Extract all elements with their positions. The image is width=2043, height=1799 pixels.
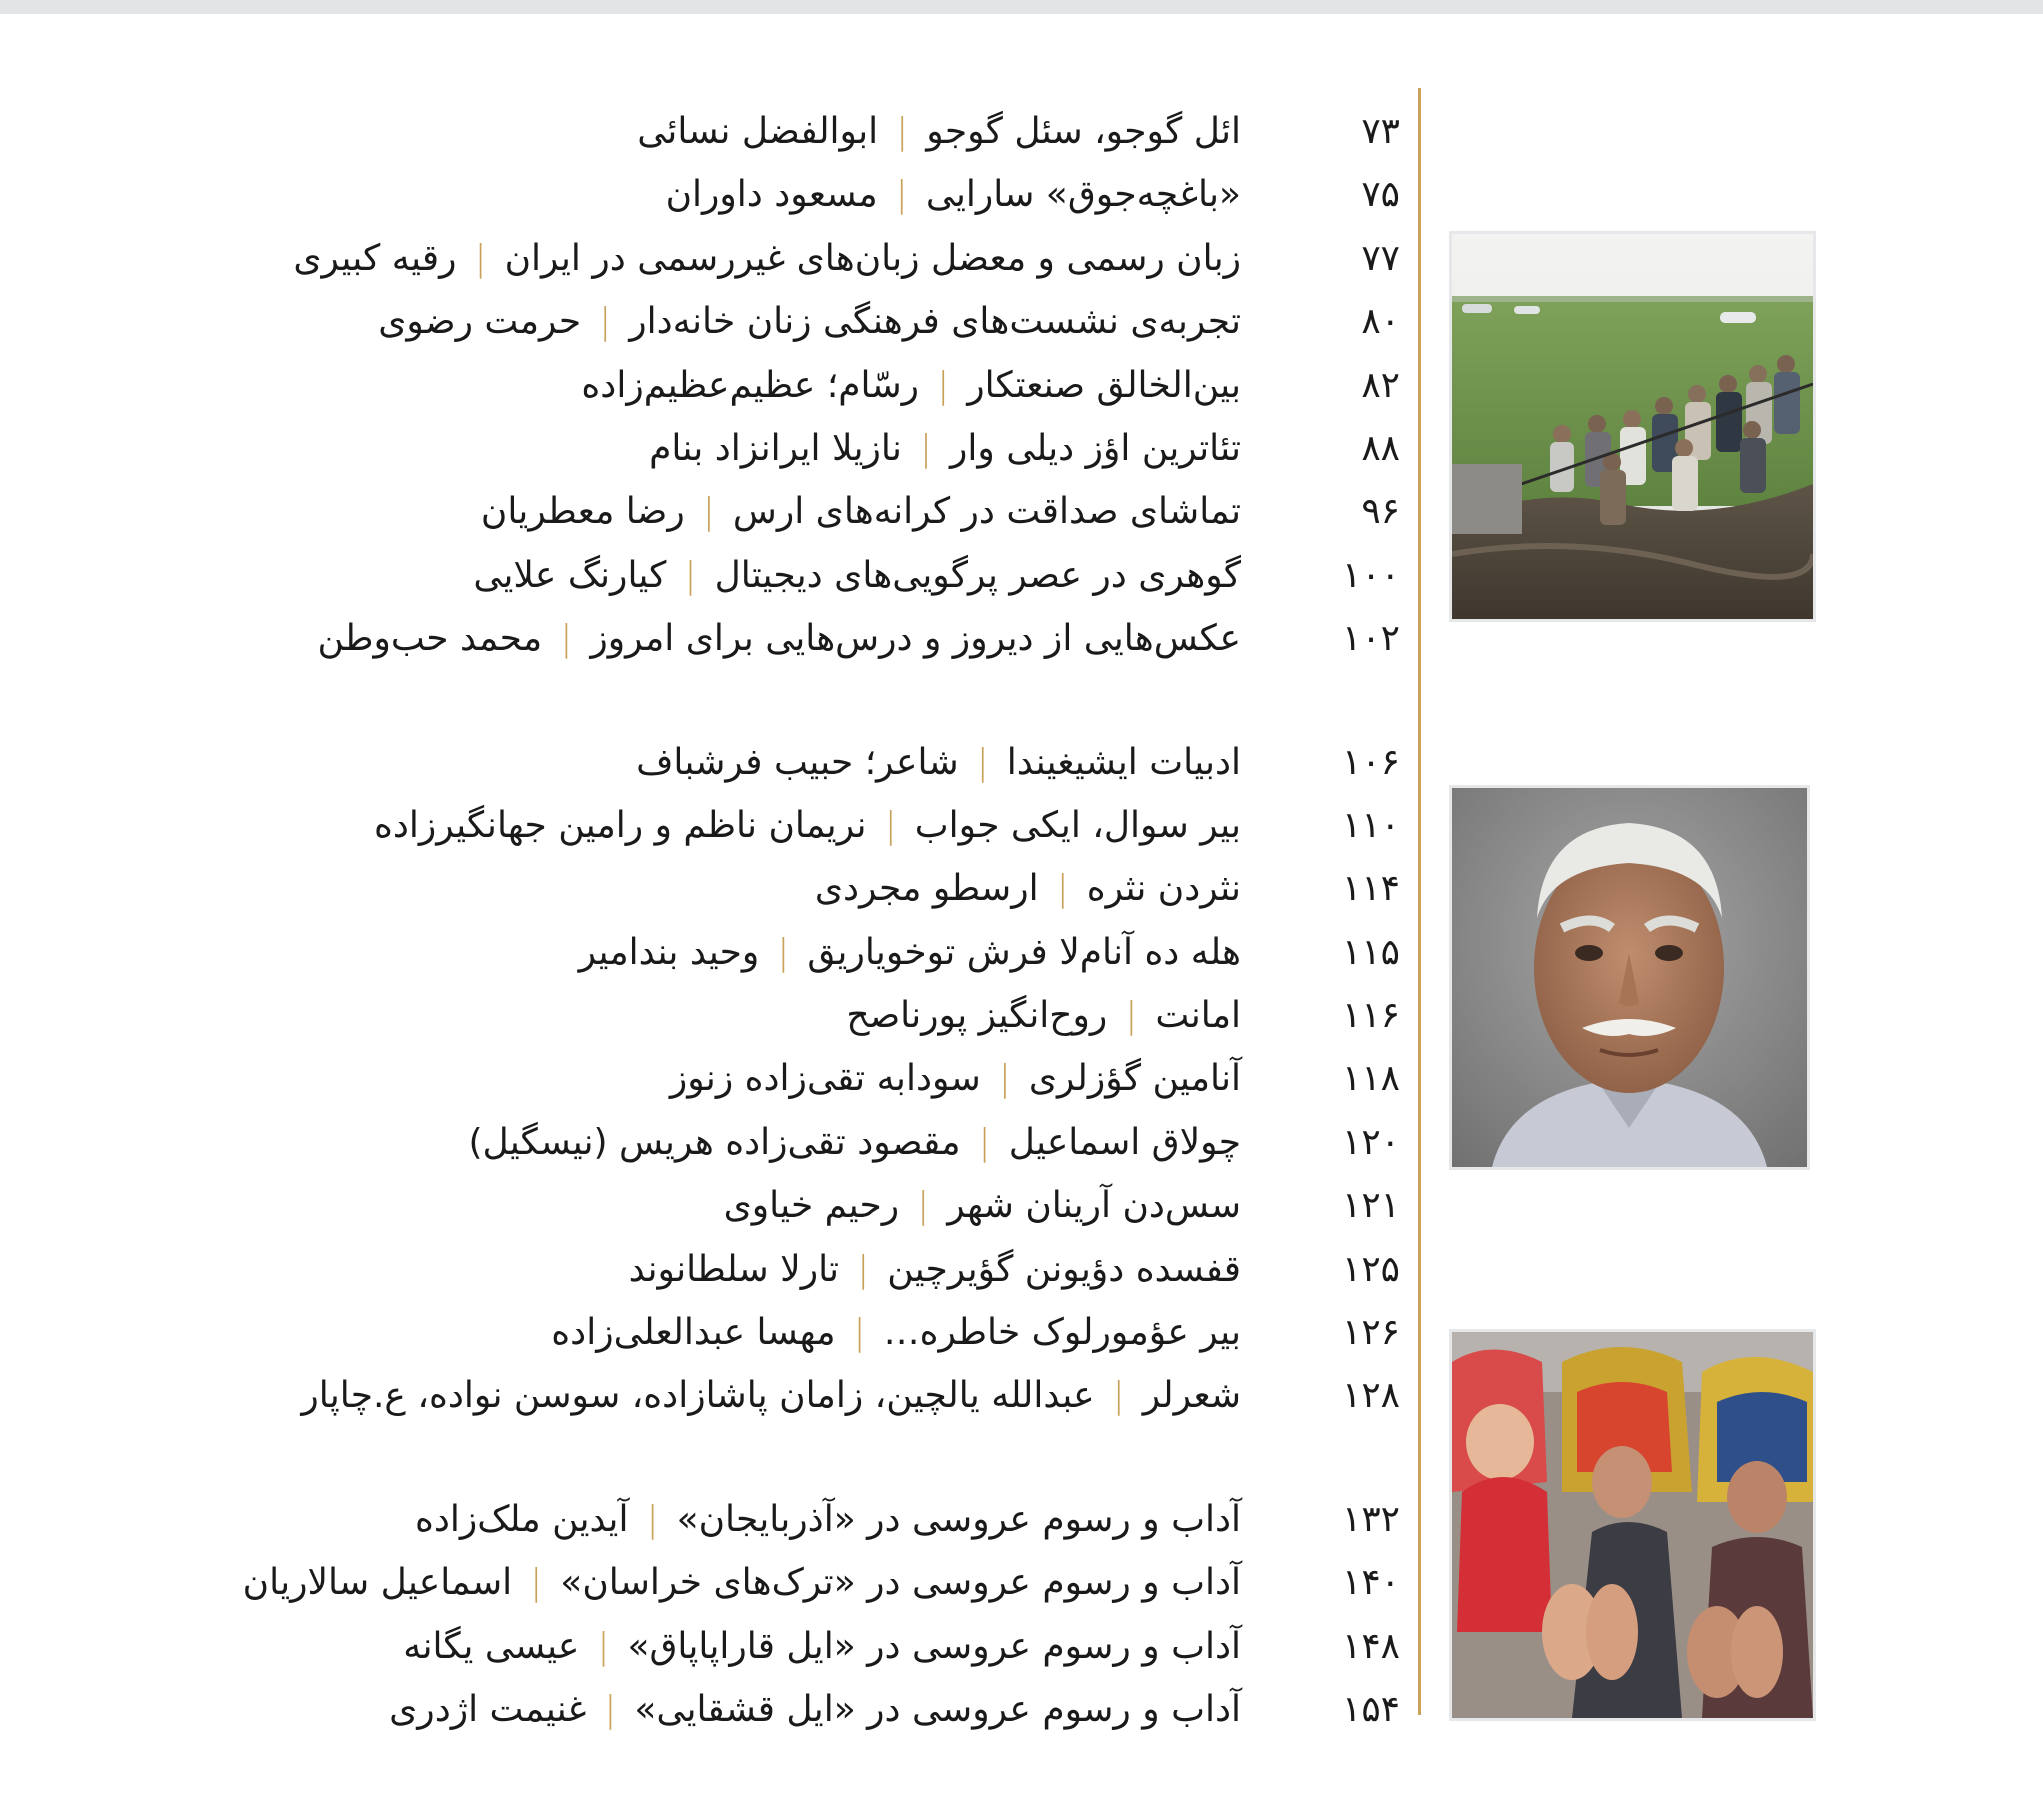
entry-title: عکس‌هایی از دیروز و درس‌هایی برای امروز bbox=[590, 618, 1241, 660]
entry-line bbox=[581, 364, 1241, 408]
entry-author: رحیم خیاوی bbox=[723, 1185, 900, 1227]
entry-line bbox=[469, 1121, 1242, 1165]
entry-author: شاعر؛ حبیب فرشباف bbox=[636, 741, 959, 783]
entry-title: قفسده دؤیونن گؤیرچین bbox=[887, 1248, 1241, 1290]
title-author-separator: | bbox=[597, 1625, 610, 1667]
page-number: ۹۶ bbox=[1361, 491, 1400, 533]
entry-line bbox=[481, 490, 1241, 534]
toc-entry[interactable] bbox=[293, 225, 1400, 288]
toc-section bbox=[242, 1486, 1400, 1740]
title-author-separator: | bbox=[937, 364, 950, 406]
entry-line bbox=[629, 1248, 1241, 1292]
entry-line bbox=[317, 617, 1241, 661]
page-number: ۸۲ bbox=[1361, 364, 1400, 406]
entry-title: چولاق اسماعیل bbox=[1008, 1121, 1241, 1163]
toc-entry[interactable] bbox=[301, 1362, 1400, 1425]
toc-entry[interactable] bbox=[340, 98, 1400, 161]
entry-title: ادبیات ایشیغیندا bbox=[1006, 741, 1241, 783]
entry-title: تئاترین اؤز دیلی وار bbox=[949, 427, 1241, 469]
title-author-separator: | bbox=[998, 1058, 1011, 1100]
entry-line bbox=[846, 994, 1241, 1038]
page-number: ۱۴۸ bbox=[1341, 1625, 1400, 1667]
toc-entry[interactable] bbox=[340, 982, 1400, 1045]
page-number: ۱۱۵ bbox=[1341, 931, 1400, 973]
entry-line bbox=[389, 1688, 1241, 1732]
page-number: ۱۰۶ bbox=[1341, 741, 1400, 783]
entry-author: ارسطو مجردی bbox=[814, 868, 1039, 910]
entry-line bbox=[243, 1561, 1241, 1605]
page-number: ۷۳ bbox=[1361, 111, 1400, 152]
page-number: ۱۱۴ bbox=[1341, 868, 1400, 910]
toc-entry[interactable] bbox=[340, 288, 1400, 351]
entry-line bbox=[666, 173, 1241, 217]
toc-entry[interactable] bbox=[340, 1676, 1400, 1739]
entry-author: عبدالله یالچین، زامان پاشازاده، سوسن نواده، ع.چاپار bbox=[301, 1375, 1095, 1417]
page-number: ۱۴۰ bbox=[1341, 1562, 1400, 1604]
title-author-separator: | bbox=[978, 1121, 991, 1163]
entry-author: رقیه کبیری bbox=[293, 237, 457, 279]
entry-line bbox=[815, 867, 1241, 911]
entry-line bbox=[637, 110, 1241, 154]
entry-line bbox=[724, 1184, 1241, 1228]
toc-entry[interactable] bbox=[340, 542, 1400, 605]
entry-title: آنامین گؤزلری bbox=[1028, 1058, 1241, 1100]
title-author-separator: | bbox=[599, 301, 612, 343]
title-author-separator: | bbox=[917, 1185, 930, 1227]
title-author-separator: | bbox=[1056, 868, 1069, 910]
page-number: ۷۷ bbox=[1361, 237, 1400, 279]
toc-section bbox=[301, 729, 1400, 1426]
toc-entry[interactable] bbox=[340, 1236, 1400, 1299]
title-author-separator: | bbox=[896, 111, 909, 152]
entry-line bbox=[301, 1374, 1241, 1418]
toc-entry[interactable] bbox=[340, 1299, 1400, 1362]
entry-title: آداب و رسوم عروسی در «ایل قاراپاپاق» bbox=[627, 1625, 1241, 1667]
page-number: ۷۵ bbox=[1361, 174, 1400, 216]
entry-line bbox=[473, 554, 1241, 598]
entry-title: بین‌الخالق صنعتکار bbox=[967, 364, 1241, 406]
elderly-man-portrait-photo bbox=[1449, 785, 1810, 1170]
entry-author: حرمت رضوی bbox=[378, 301, 582, 343]
title-author-separator: | bbox=[684, 554, 697, 596]
toc-entry[interactable] bbox=[340, 1613, 1400, 1676]
page-number: ۱۱۶ bbox=[1341, 995, 1400, 1037]
entry-title: بیر عؤمورلوک خاطره… bbox=[883, 1312, 1241, 1354]
entry-title: آداب و رسوم عروسی در «آذربایجان» bbox=[676, 1498, 1241, 1540]
entry-title: آداب و رسوم عروسی در «ایل قشقایی» bbox=[634, 1688, 1241, 1730]
entry-author: مهسا عبدالعلی‌زاده bbox=[551, 1312, 836, 1354]
toc-entry[interactable] bbox=[340, 1109, 1400, 1172]
entry-title: امانت bbox=[1155, 995, 1241, 1037]
title-author-separator: | bbox=[1125, 995, 1138, 1037]
toc-entry[interactable] bbox=[340, 1045, 1400, 1108]
page-number: ۱۰۰ bbox=[1341, 554, 1400, 596]
entry-title: «باغچه‌جوق» سارایی bbox=[925, 174, 1241, 216]
toc-entry[interactable] bbox=[340, 1172, 1400, 1235]
entry-author: مقصود تقی‌زاده هریس (نیسگیل) bbox=[468, 1121, 961, 1163]
tug-of-war-photo bbox=[1449, 231, 1816, 622]
entry-author: رسّام؛ عظیم‌عظیم‌زاده bbox=[581, 364, 920, 406]
entry-line bbox=[403, 1625, 1241, 1669]
page-number: ۸۰ bbox=[1361, 301, 1400, 343]
title-author-separator: | bbox=[857, 1248, 870, 1290]
entry-title: نثردن نثره bbox=[1086, 868, 1241, 910]
page-number: ۱۲۵ bbox=[1341, 1248, 1400, 1290]
title-author-separator: | bbox=[853, 1312, 866, 1354]
entry-author: مسعود داوران bbox=[665, 174, 878, 216]
page-number: ۱۲۰ bbox=[1341, 1121, 1400, 1163]
page-number: ۱۱۸ bbox=[1341, 1058, 1400, 1100]
title-author-separator: | bbox=[474, 237, 487, 279]
entry-author: نریمان ناظم و رامین جهانگیرزاده bbox=[374, 804, 867, 846]
toc-entry[interactable] bbox=[340, 729, 1400, 792]
page-number: ۱۱۰ bbox=[1341, 804, 1400, 846]
women-and-child-clapping-photo bbox=[1449, 1329, 1816, 1721]
toc-entry[interactable] bbox=[340, 1486, 1400, 1549]
entry-line bbox=[579, 931, 1241, 975]
entry-author: آیدین ملک‌زاده bbox=[414, 1498, 629, 1540]
entry-author: ابوالفضل نسائی bbox=[637, 111, 879, 152]
entry-line bbox=[636, 741, 1241, 785]
toc-entry[interactable] bbox=[317, 605, 1400, 668]
entry-title: گوهری در عصر پرگویی‌های دیجیتال bbox=[714, 554, 1241, 596]
entry-title: ائل گوجو، سئل گوجو bbox=[926, 111, 1241, 152]
page-number: ۸۸ bbox=[1361, 427, 1400, 469]
entry-author: اسماعیل سالاریان bbox=[242, 1562, 513, 1604]
title-author-separator: | bbox=[560, 618, 573, 660]
title-author-separator: | bbox=[976, 741, 989, 783]
entry-author: وحید بندامیر bbox=[578, 931, 760, 973]
title-author-separator: | bbox=[777, 931, 790, 973]
page-number: ۱۳۲ bbox=[1341, 1498, 1400, 1540]
table-of-contents bbox=[242, 98, 1400, 1799]
title-author-separator: | bbox=[895, 174, 908, 216]
entry-title: سس‌دن آرینان شهر bbox=[947, 1185, 1241, 1227]
title-author-separator: | bbox=[530, 1562, 543, 1604]
page-number: ۱۲۶ bbox=[1341, 1312, 1400, 1354]
vertical-divider-rule bbox=[1418, 88, 1421, 1715]
entry-author: غنیمت اژدری bbox=[389, 1688, 587, 1730]
entry-title: زبان رسمی و معضل زبان‌های غیررسمی در ایران bbox=[504, 237, 1241, 279]
entry-author: روح‌انگیز پورناصح bbox=[846, 995, 1108, 1037]
entry-line bbox=[374, 804, 1241, 848]
toc-entry[interactable] bbox=[340, 478, 1400, 541]
title-author-separator: | bbox=[919, 427, 932, 469]
entry-line bbox=[378, 300, 1241, 344]
entry-title: آداب و رسوم عروسی در «ترک‌های خراسان» bbox=[560, 1562, 1241, 1604]
entry-title: شعرلر bbox=[1142, 1375, 1241, 1417]
title-author-separator: | bbox=[604, 1688, 617, 1730]
toc-entry[interactable] bbox=[340, 161, 1400, 224]
entry-author: رضا معطریان bbox=[480, 491, 685, 533]
entry-line bbox=[649, 427, 1241, 471]
title-author-separator: | bbox=[646, 1498, 659, 1540]
title-author-separator: | bbox=[884, 804, 897, 846]
toc-entry[interactable] bbox=[340, 855, 1400, 918]
entry-title: تجربه‌ی نشست‌های فرهنگی زنان خانه‌دار bbox=[629, 301, 1241, 343]
entry-author: محمد حب‌وطن bbox=[317, 618, 543, 660]
entry-title: تماشای صداقت در کرانه‌های ارس bbox=[732, 491, 1241, 533]
entry-line bbox=[293, 237, 1241, 281]
toc-entry[interactable] bbox=[242, 1549, 1400, 1612]
page-number: ۱۵۴ bbox=[1341, 1688, 1400, 1730]
entry-line bbox=[415, 1498, 1241, 1542]
toc-entry[interactable] bbox=[340, 792, 1400, 855]
entry-title: هله ده آنام‌لا فرش توخویاریق bbox=[807, 931, 1241, 973]
page-number: ۱۰۲ bbox=[1341, 618, 1400, 660]
entry-author: کیارنگ علایی bbox=[473, 554, 667, 596]
page-number: ۱۲۱ bbox=[1341, 1185, 1400, 1227]
toc-entry[interactable] bbox=[340, 919, 1400, 982]
entry-author: عیسی یگانه bbox=[403, 1625, 580, 1667]
entry-author: نازیلا ایرانزاد بنام bbox=[649, 427, 902, 469]
toc-entry[interactable] bbox=[340, 415, 1400, 478]
title-author-separator: | bbox=[702, 491, 715, 533]
toc-section bbox=[293, 98, 1400, 669]
entry-title: بیر سوال، ایکی جواب bbox=[914, 804, 1241, 846]
page-number: ۱۲۸ bbox=[1341, 1375, 1400, 1417]
toc-entry[interactable] bbox=[340, 352, 1400, 415]
entry-line bbox=[670, 1057, 1241, 1101]
entry-line bbox=[551, 1311, 1241, 1355]
title-author-separator: | bbox=[1112, 1375, 1125, 1417]
entry-author: سودابه تقی‌زاده زنوز bbox=[669, 1058, 981, 1100]
top-strip bbox=[0, 0, 2043, 14]
entry-author: تارلا سلطانوند bbox=[628, 1248, 840, 1290]
